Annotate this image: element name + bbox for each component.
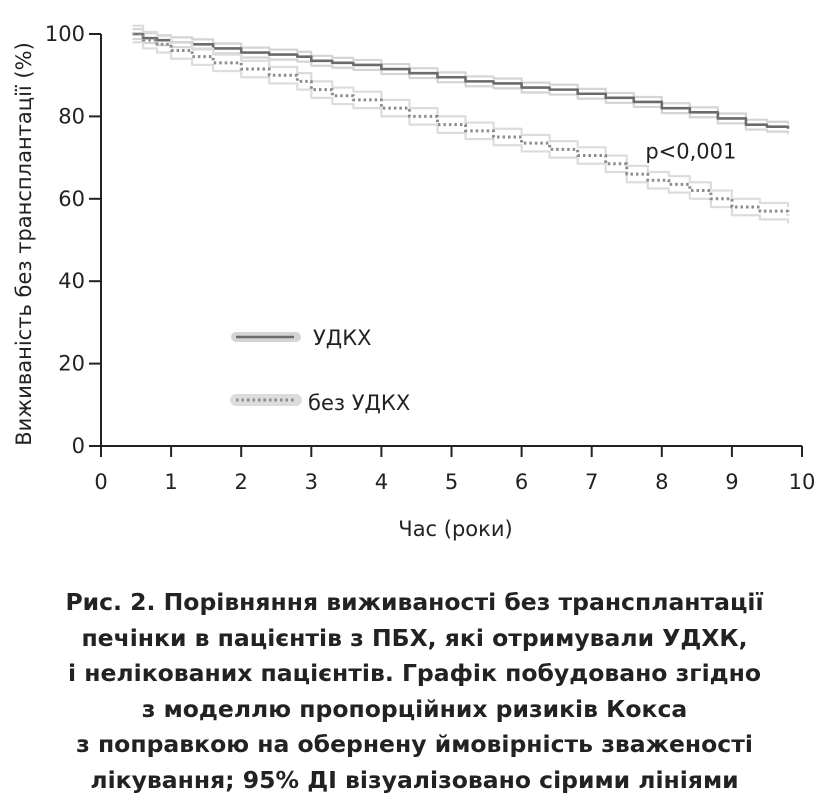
axes bbox=[45, 22, 815, 494]
caption-line: з моделлю пропорційних ризиків Кокса bbox=[141, 694, 688, 723]
caption-line: і нелікованих пацієнтів. Графік побудовано згідно bbox=[68, 659, 761, 687]
legend-label-udca: УДКХ bbox=[313, 326, 372, 350]
legend-label-no-udca: без УДКХ bbox=[308, 391, 411, 415]
y-ticks bbox=[45, 22, 101, 458]
y-tick-label: 80 bbox=[58, 104, 85, 129]
x-tick-label: 3 bbox=[304, 470, 318, 494]
caption-line: печінки в пацієнтів з ПБХ, які отримували УДХК, bbox=[81, 623, 748, 652]
x-tick-label: 5 bbox=[444, 470, 459, 494]
figure-caption bbox=[10, 585, 819, 798]
x-ticks bbox=[94, 446, 815, 494]
caption-line: Рис. 2. Порівняння виживаності без трансплантації bbox=[65, 588, 764, 616]
caption-line: лікування; 95% ДІ візуалізовано сірими лініями bbox=[90, 765, 739, 794]
x-tick-label: 2 bbox=[234, 470, 248, 494]
x-tick-label: 0 bbox=[94, 470, 108, 494]
y-tick-label: 0 bbox=[71, 434, 85, 458]
y-tick-label: 100 bbox=[44, 22, 85, 46]
x-tick-label: 8 bbox=[655, 470, 669, 494]
y-tick-label: 40 bbox=[58, 269, 85, 294]
x-tick-label: 10 bbox=[788, 470, 816, 494]
ci-band-no-udca-lower bbox=[133, 42, 788, 223]
x-tick-label: 1 bbox=[164, 470, 178, 494]
x-tick-label: 6 bbox=[514, 470, 529, 494]
caption-line: з поправкою на обернену ймовірність зваженості bbox=[76, 730, 753, 758]
x-tick-label: 9 bbox=[725, 470, 739, 494]
x-axis-title: Час (роки) bbox=[398, 517, 513, 541]
legend bbox=[236, 326, 410, 415]
ci-band-udca-lower bbox=[133, 39, 788, 134]
y-tick-label: 20 bbox=[58, 351, 85, 376]
y-axis-title: Виживаність без трансплантації (%) bbox=[12, 42, 36, 446]
plot-area bbox=[133, 26, 788, 224]
p-value-annotation: p<0,001 bbox=[645, 139, 737, 164]
y-tick-label: 60 bbox=[58, 186, 85, 211]
x-tick-label: 4 bbox=[374, 470, 389, 494]
series-line-no-udca bbox=[133, 34, 788, 215]
x-tick-label: 7 bbox=[585, 470, 599, 494]
